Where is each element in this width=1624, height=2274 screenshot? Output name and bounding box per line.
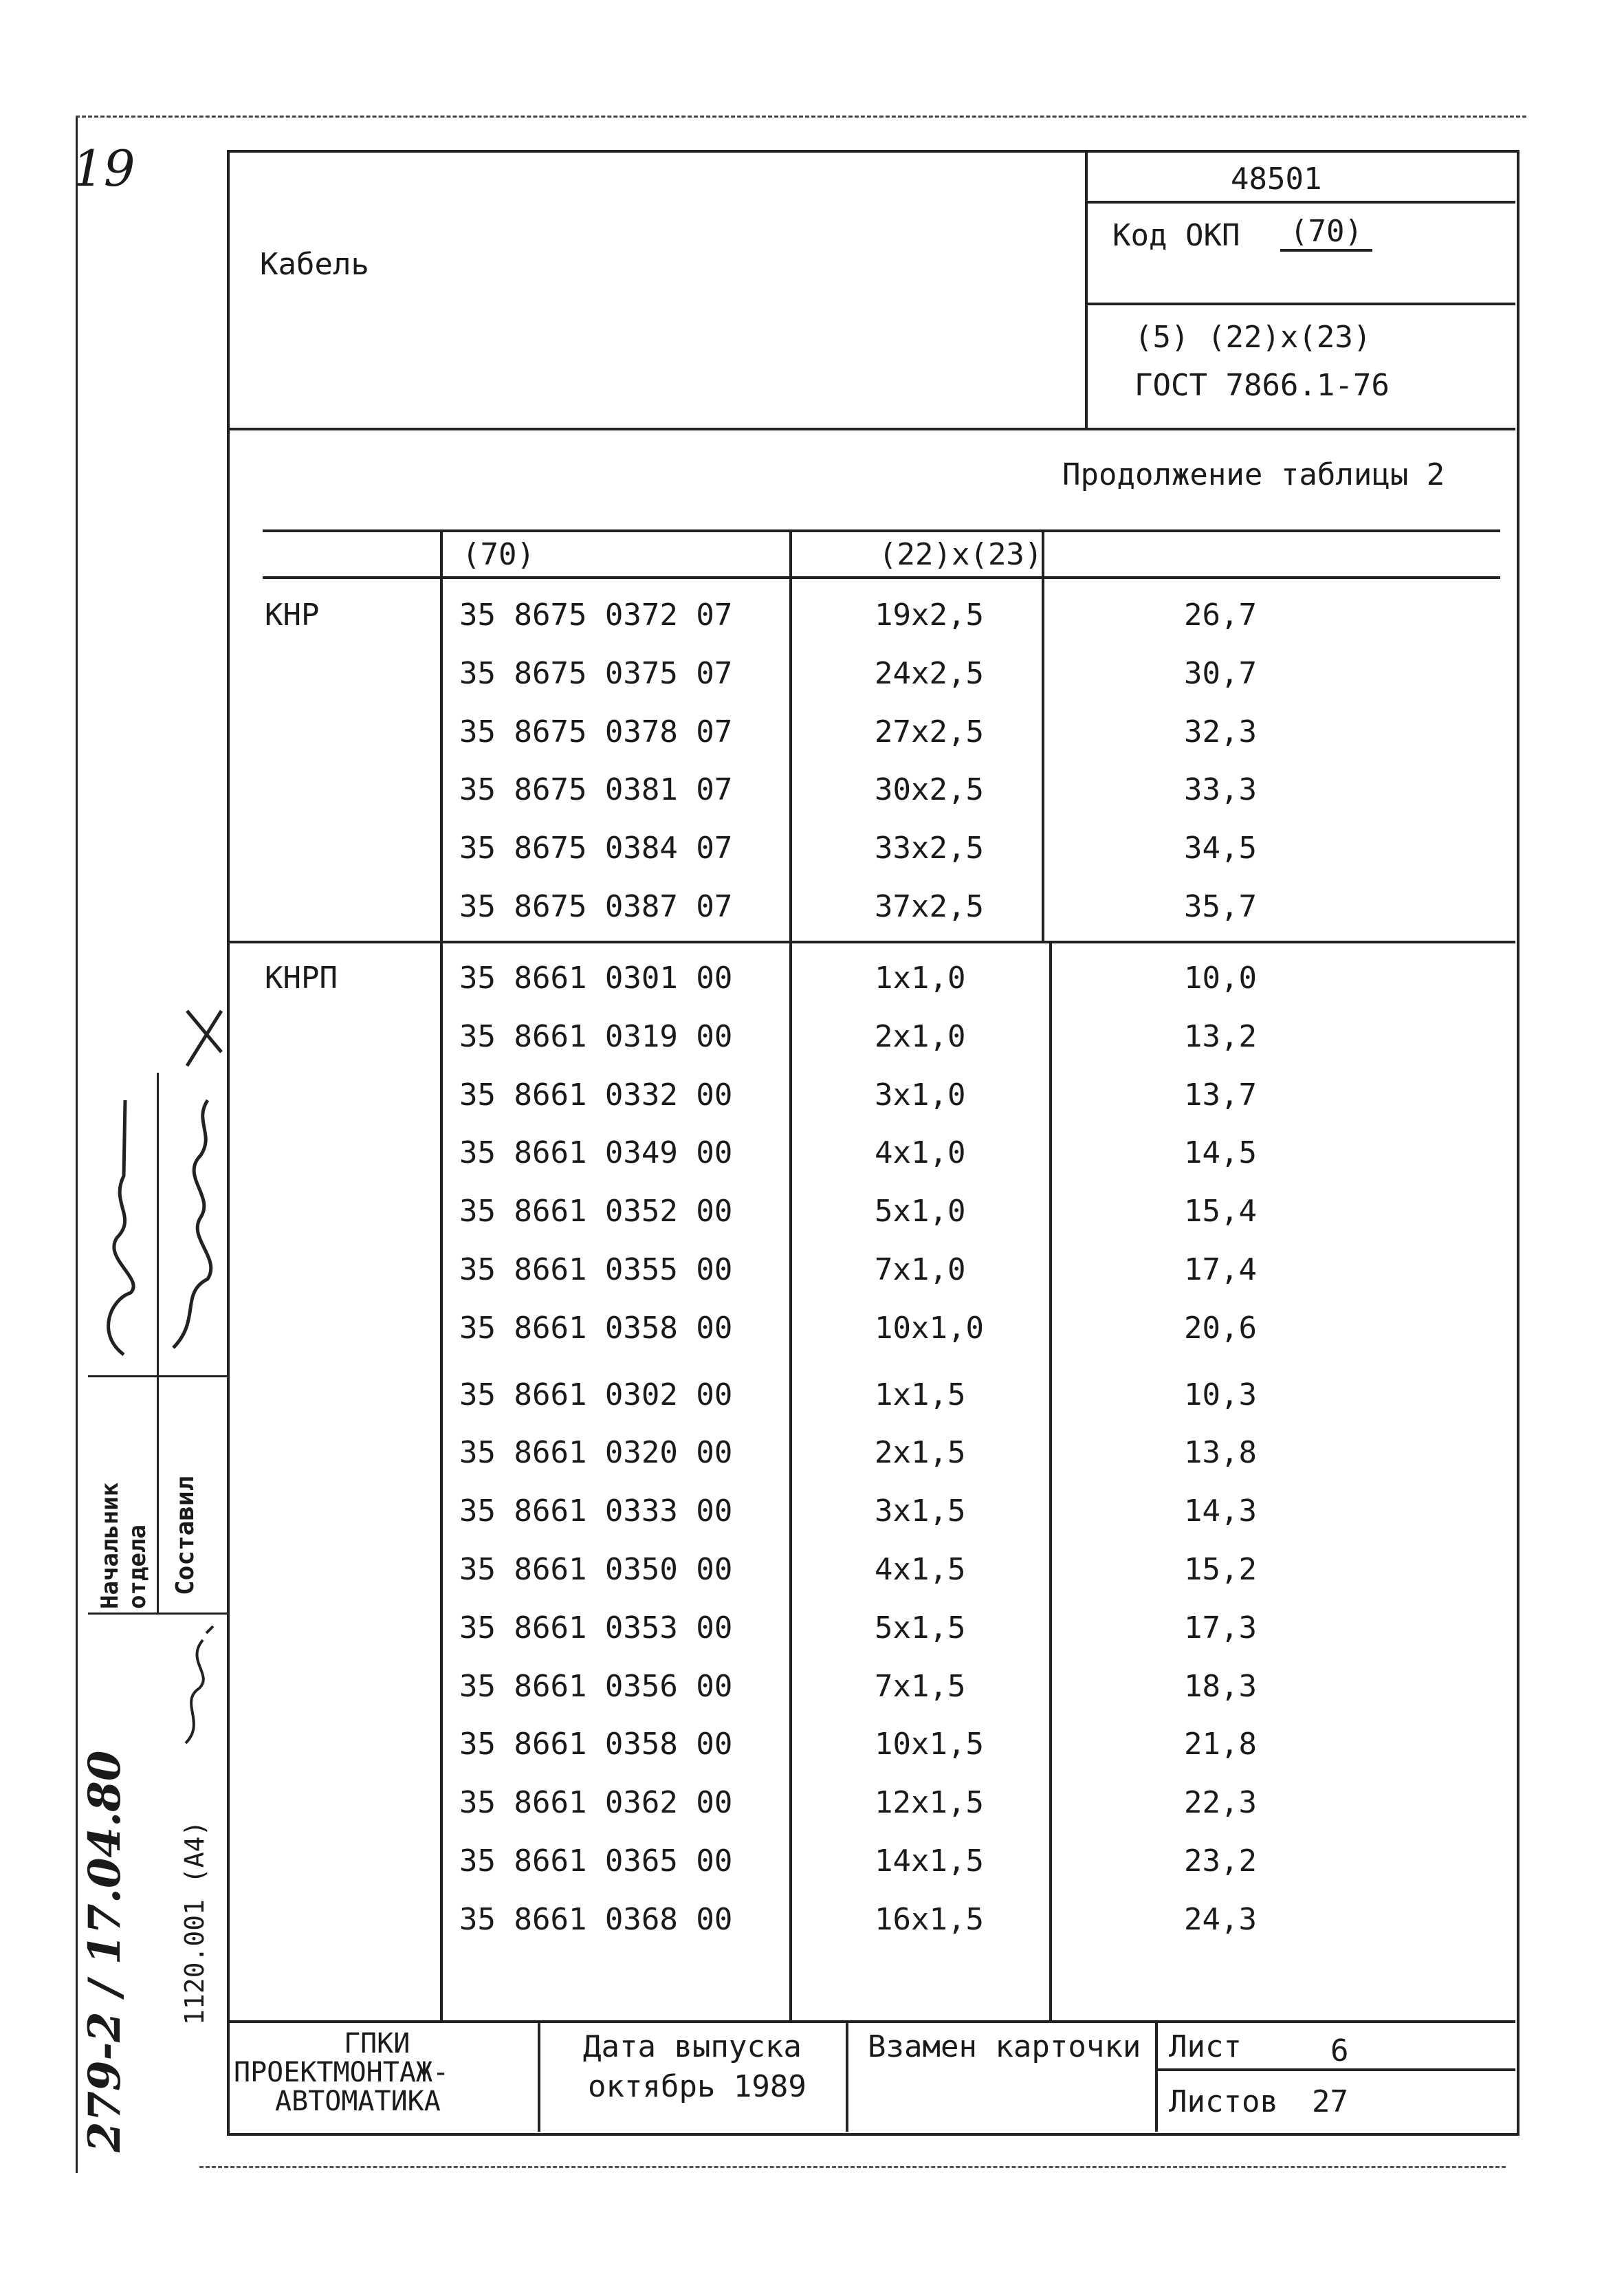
cable-value: 20,6 [1184,1310,1257,1346]
table-row [0,1844,1624,1879]
okp-code-value: (70) [1280,215,1372,252]
table-top-line [263,529,1500,532]
table-row [0,1378,1624,1412]
table-row [0,773,1624,807]
cable-size: 12x1,5 [875,1785,984,1821]
cable-value: 35,7 [1184,889,1257,924]
cable-size: 5x1,0 [875,1194,966,1229]
okp-code-label: Код ОКП [1112,218,1240,253]
header-okp-line [1086,303,1515,305]
cable-size: 30x2,5 [875,772,984,808]
cable-value: 34,5 [1184,831,1257,866]
cable-size: 1x1,0 [875,961,966,996]
cable-code: 35 8661 0319 00 [459,1018,733,1054]
sheets-value: 27 [1312,2084,1348,2119]
org-line-3: АВТОМАТИКА [275,2086,441,2117]
cable-value: 14,3 [1184,1494,1257,1529]
cable-code: 35 8661 0301 00 [459,961,733,996]
cable-size: 10x1,0 [875,1310,984,1346]
group-name: КНР [265,598,320,633]
footer-top-line [228,2020,1515,2023]
footer-divider-1 [538,2022,540,2132]
column-divider-1 [1042,531,1044,578]
header-code-line [1086,201,1515,204]
cable-value: 32,3 [1184,714,1257,750]
table-row [0,1903,1624,1937]
replaces-label: Взамен карточки [868,2029,1141,2064]
cable-code: 35 8661 0358 00 [459,1727,733,1762]
product-name: Кабель [260,247,369,282]
table-row [0,1494,1624,1529]
table-continuation-title: Продолжение таблицы 2 [1062,457,1445,492]
table-row [0,1136,1624,1170]
table-row [0,961,1624,996]
table-header-line [263,576,1500,579]
form-code: 1120.001 (А4) [179,1820,210,2025]
cable-code: 35 8661 0333 00 [459,1494,733,1529]
signature-head-of-department [83,1073,158,1362]
table-row [0,831,1624,866]
cable-code: 35 8661 0356 00 [459,1668,733,1704]
cable-value: 24,3 [1184,1901,1257,1937]
designation-line: (5) (22)x(23) [1134,320,1372,355]
cable-code: 35 8661 0352 00 [459,1194,733,1229]
cable-size: 16x1,5 [875,1901,984,1937]
cable-value: 14,5 [1184,1135,1257,1171]
cable-size: 4x1,5 [875,1552,966,1587]
header-bottom-line [228,428,1515,430]
cable-value: 13,7 [1184,1077,1257,1113]
column-header-code: (70) [462,537,535,572]
table-row [0,1553,1624,1587]
cable-size: 3x1,0 [875,1077,966,1113]
cable-size: 2x1,0 [875,1018,966,1054]
table-row [0,715,1624,750]
cable-code: 35 8661 0368 00 [459,1901,733,1937]
cable-code: 35 8675 0372 07 [459,598,733,633]
cable-size: 4x1,0 [875,1135,966,1171]
cable-value: 21,8 [1184,1727,1257,1762]
table-row [0,1611,1624,1646]
cable-code: 35 8675 0387 07 [459,889,733,924]
footer-divider-3 [1155,2022,1158,2132]
header-divider [1085,151,1088,428]
signature-form [172,1619,227,1757]
cable-code: 35 8661 0302 00 [459,1377,733,1412]
cable-code: 35 8661 0320 00 [459,1435,733,1471]
table-row [0,1253,1624,1287]
table-row [0,1194,1624,1229]
cable-code: 35 8661 0355 00 [459,1252,733,1287]
top-dashed-edge [76,116,1526,118]
cable-size: 1x1,5 [875,1377,966,1412]
release-date-value: октябрь 1989 [588,2069,806,2104]
cable-value: 13,2 [1184,1018,1257,1054]
sheet-label: Лист [1169,2029,1242,2064]
cable-size: 2x1,5 [875,1435,966,1471]
cable-code: 35 8661 0349 00 [459,1135,733,1171]
footer-sheet-line [1156,2068,1515,2071]
cable-size: 7x1,5 [875,1668,966,1704]
handwritten-page-number: 19 [72,140,135,197]
table-row [0,657,1624,691]
table-row [0,1311,1624,1346]
cable-value: 13,8 [1184,1435,1257,1471]
cable-code: 35 8661 0362 00 [459,1785,733,1821]
cable-value: 10,3 [1184,1377,1257,1412]
cable-value: 23,2 [1184,1844,1257,1879]
cable-value: 15,2 [1184,1552,1257,1587]
bottom-dashed-edge [199,2166,1506,2168]
table-row [0,1078,1624,1113]
cable-size: 5x1,5 [875,1610,966,1646]
cable-value: 18,3 [1184,1668,1257,1704]
cable-size: 7x1,0 [875,1252,966,1287]
group-separator [228,941,1515,943]
release-date-label: Дата выпуска [583,2029,802,2064]
sheet-value: 6 [1330,2033,1349,2068]
signature-compiler [160,990,235,1368]
group-name: КНРП [265,961,338,996]
cable-value: 33,3 [1184,772,1257,808]
cable-size: 24x2,5 [875,655,984,691]
org-line-1: ГПКИ [344,2028,410,2059]
cable-size: 27x2,5 [875,714,984,750]
table-row [0,1670,1624,1704]
footer-divider-2 [846,2022,848,2132]
cable-size: 3x1,5 [875,1494,966,1529]
cable-value: 30,7 [1184,655,1257,691]
stamp-line-bottom [88,1612,227,1615]
cable-code: 35 8675 0384 07 [459,831,733,866]
cable-value: 26,7 [1184,598,1257,633]
sheets-label: Листов [1169,2084,1278,2119]
cable-size: 19x2,5 [875,598,984,633]
cable-value: 15,4 [1184,1194,1257,1229]
table-row [0,1727,1624,1762]
column-header-size: (22)x(23) [879,537,1043,572]
cable-code: 35 8675 0375 07 [459,655,733,691]
cable-size: 37x2,5 [875,889,984,924]
code-number: 48501 [1231,162,1322,197]
cable-size: 14x1,5 [875,1844,984,1879]
cable-code: 35 8661 0332 00 [459,1077,733,1113]
table-row [0,598,1624,633]
handwritten-archive-number: 279-2 / 17.04.80 [79,1750,131,2152]
cable-code: 35 8661 0353 00 [459,1610,733,1646]
table-row [0,1786,1624,1820]
standard-reference: ГОСТ 7866.1-76 [1134,368,1390,403]
org-line-2: ПРОЕКТМОНТАЖ- [234,2057,450,2088]
cable-code: 35 8661 0365 00 [459,1844,733,1879]
cable-value: 22,3 [1184,1785,1257,1821]
cable-value: 17,4 [1184,1252,1257,1287]
cable-code: 35 8675 0381 07 [459,772,733,808]
compiled-by-label: Составил [171,1476,199,1595]
table-row [0,1020,1624,1054]
cable-size: 10x1,5 [875,1727,984,1762]
cable-size: 33x2,5 [875,831,984,866]
head-of-department-label: Начальник отдела [96,1482,151,1609]
cable-value: 17,3 [1184,1610,1257,1646]
table-row [0,1436,1624,1470]
cable-value: 10,0 [1184,961,1257,996]
table-row [0,890,1624,924]
cable-code: 35 8661 0350 00 [459,1552,733,1587]
cable-code: 35 8675 0378 07 [459,714,733,750]
cable-code: 35 8661 0358 00 [459,1310,733,1346]
